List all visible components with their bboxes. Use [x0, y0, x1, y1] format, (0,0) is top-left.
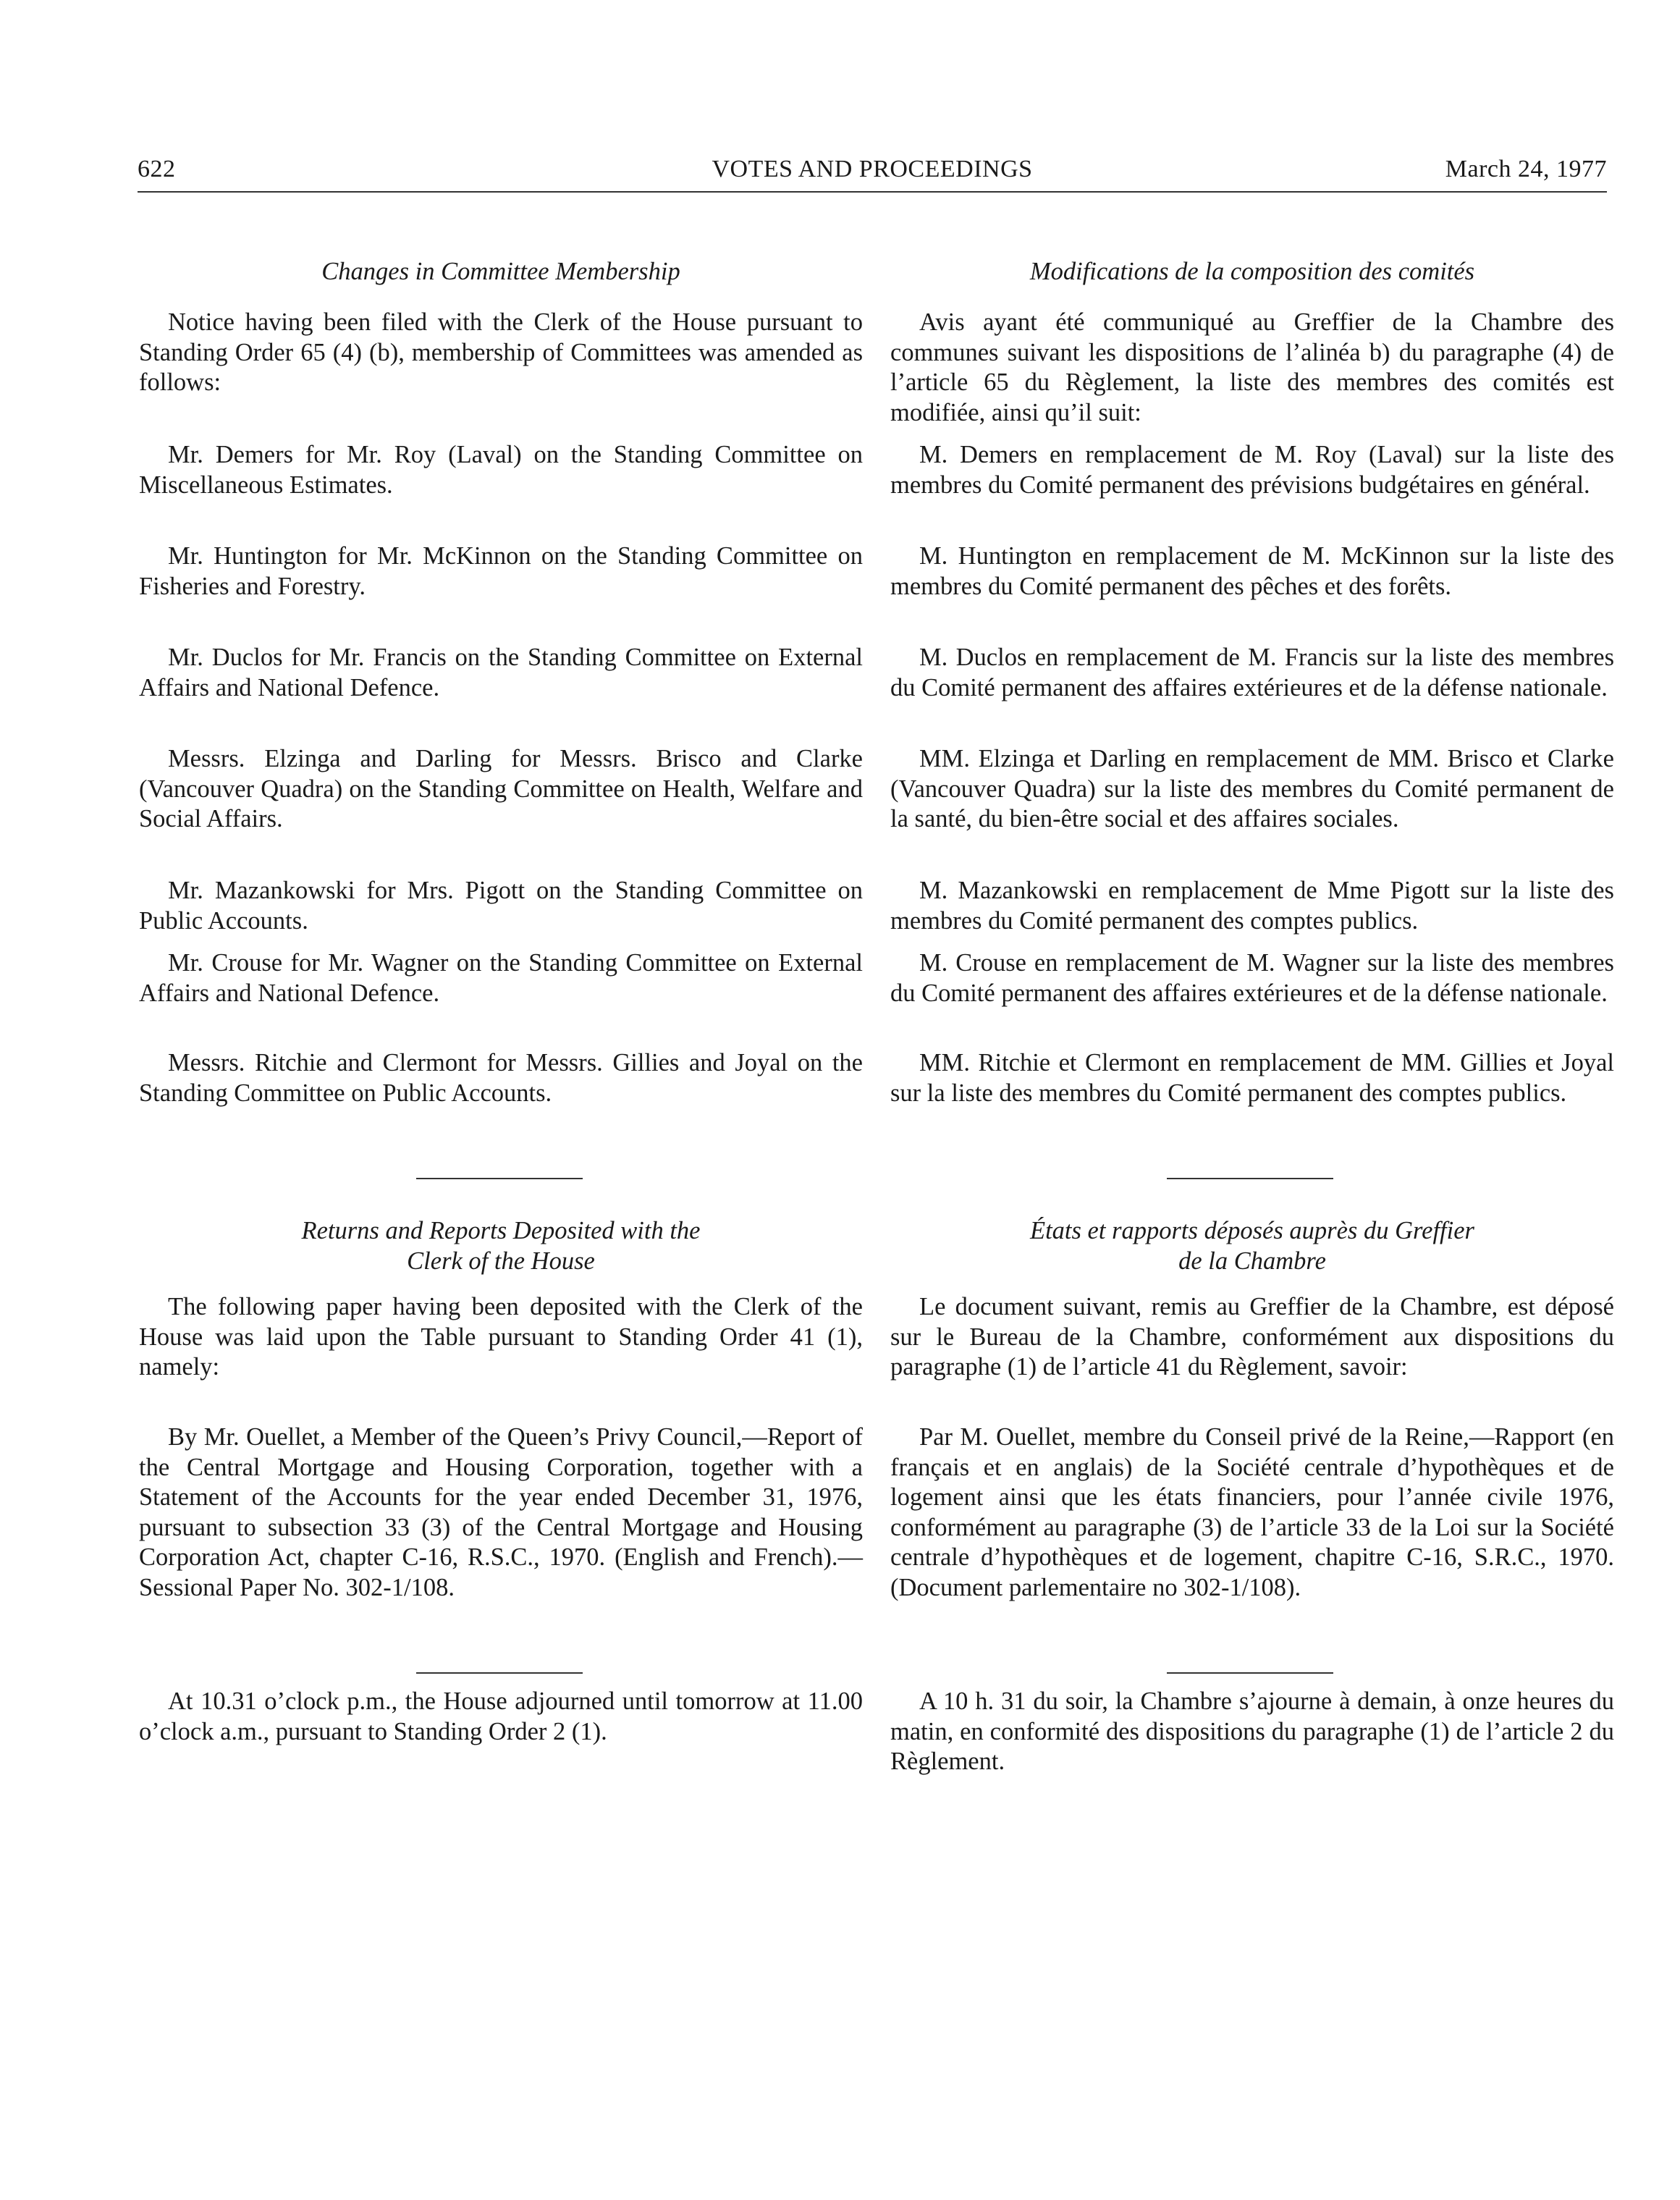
change-item: Messrs. Ritchie and Clermont for Messrs. Gillies and Joyal on the Standing Committee on Public Accounts.: [139, 1049, 863, 1107]
change-item: M. Duclos en remplacement de M. Francis sur la liste des membres du Comité permanent des affaires extérieures et de la défense nationale.: [890, 644, 1614, 701]
change-item: M. Mazankowski en remplacement de Mme Pigott sur la liste des membres du Comité permanent des comptes publics.: [890, 877, 1614, 935]
adjournment-notice: A 10 h. 31 du soir, la Chambre s’ajourne à demain, à onze heures du matin, en conformité des dispositions du paragraphe (1) de l’article 2 du Règlement.: [890, 1687, 1614, 1775]
header-rule: [138, 191, 1607, 193]
section-separator: [1167, 1178, 1333, 1179]
returns-heading-line2: de la Chambre: [1178, 1247, 1326, 1275]
change-item: M. Demers en remplacement de M. Roy (Laval) sur la liste des membres du Comité permanent des prévisions budgétaires en général.: [890, 441, 1614, 499]
page-number: 622: [138, 156, 176, 182]
page-header: [138, 156, 1607, 192]
committee-intro: Notice having been filed with the Clerk of the House pursuant to Standing Order 65 (4) (b), membership of Committees was amended as follows:: [139, 308, 863, 396]
returns-item: By Mr. Ouellet, a Member of the Queen’s Privy Council,—Report of the Central Mortgage and Housing Corporation, together with a Statement of the Accounts for the year ended December 31, 1976, pursuant to subsection 33 (3) of the Central Mortgage and Housing Corporation Act, chapter C-16, R.S.C., 1970. (English and French).—Sessional Paper No. 302-1/108.: [139, 1423, 863, 1601]
returns-heading-line2: Clerk of the House: [407, 1247, 595, 1275]
section-separator: [416, 1178, 583, 1179]
committee-intro: Avis ayant été communiqué au Greffier de la Chambre des communes suivant les dispositions de l’alinéa b) du paragraphe (4) de l’article 65 du Règlement, la liste des membres des comités est modifiée, ainsi qu’il suit:: [890, 308, 1614, 426]
change-item: Mr. Mazankowski for Mrs. Pigott on the Standing Committee on Public Accounts.: [139, 877, 863, 935]
returns-item: Par M. Ouellet, membre du Conseil privé de la Reine,—Rapport (en français et en anglais) de la Société centrale d’hypothèques et de logement ainsi que les états financiers, pour l’année civile 1976, conformément au paragraphe (3) de l’article 33 de la Loi sur la Société centrale d’hypothèques et de logement, chapitre C-16, S.R.C., 1970. (Document parlementaire no 302-1/108).: [890, 1423, 1614, 1601]
change-item: Mr. Duclos for Mr. Francis on the Standing Committee on External Affairs and National Defence.: [139, 644, 863, 701]
returns-intro: The following paper having been deposited with the Clerk of the House was laid upon the Table pursuant to Standing Order 41 (1), namely:: [139, 1293, 863, 1381]
change-item: M. Huntington en remplacement de M. McKinnon sur la liste des membres du Comité permanent des pêches et des forêts.: [890, 542, 1614, 600]
committee-heading: Modifications de la composition des comités: [1029, 258, 1475, 285]
change-item: MM. Ritchie et Clermont en remplacement de MM. Gillies et Joyal sur la liste des membres du Comité permanent des comptes publics.: [890, 1049, 1614, 1107]
returns-heading-line1: États et rapports déposés auprès du Greffier: [1030, 1217, 1474, 1244]
change-item: Mr. Demers for Mr. Roy (Laval) on the Standing Committee on Miscellaneous Estimates.: [139, 441, 863, 499]
change-item: MM. Elzinga et Darling en remplacement de MM. Brisco et Clarke (Vancouver Quadra) sur la liste des membres du Comité permanent de la santé, du bien-être social et des affaires sociales.: [890, 745, 1614, 833]
change-item: Mr. Huntington for Mr. McKinnon on the Standing Committee on Fisheries and Forestry.: [139, 542, 863, 600]
change-item: Messrs. Elzinga and Darling for Messrs. Brisco and Clarke (Vancouver Quadra) on the Standing Committee on Health, Welfare and Social Affairs.: [139, 745, 863, 833]
change-item: Mr. Crouse for Mr. Wagner on the Standing Committee on External Affairs and National Defence.: [139, 949, 863, 1007]
page-date: March 24, 1977: [1445, 156, 1607, 182]
change-item: M. Crouse en remplacement de M. Wagner sur la liste des membres du Comité permanent des affaires extérieures et de la défense nationale.: [890, 949, 1614, 1007]
running-title: VOTES AND PROCEEDINGS: [712, 156, 1033, 182]
returns-heading-line1: Returns and Reports Deposited with the: [301, 1217, 701, 1244]
adjournment-notice: At 10.31 o’clock p.m., the House adjourned until tomorrow at 11.00 o’clock a.m., pursuant to Standing Order 2 (1).: [139, 1687, 863, 1745]
section-separator: [1167, 1672, 1333, 1674]
section-separator: [416, 1672, 583, 1674]
committee-heading: Changes in Committee Membership: [321, 258, 680, 285]
returns-intro: Le document suivant, remis au Greffier de la Chambre, est déposé sur le Bureau de la Chambre, conformément aux dispositions du paragraphe (1) de l’article 41 du Règlement, savoir:: [890, 1293, 1614, 1381]
